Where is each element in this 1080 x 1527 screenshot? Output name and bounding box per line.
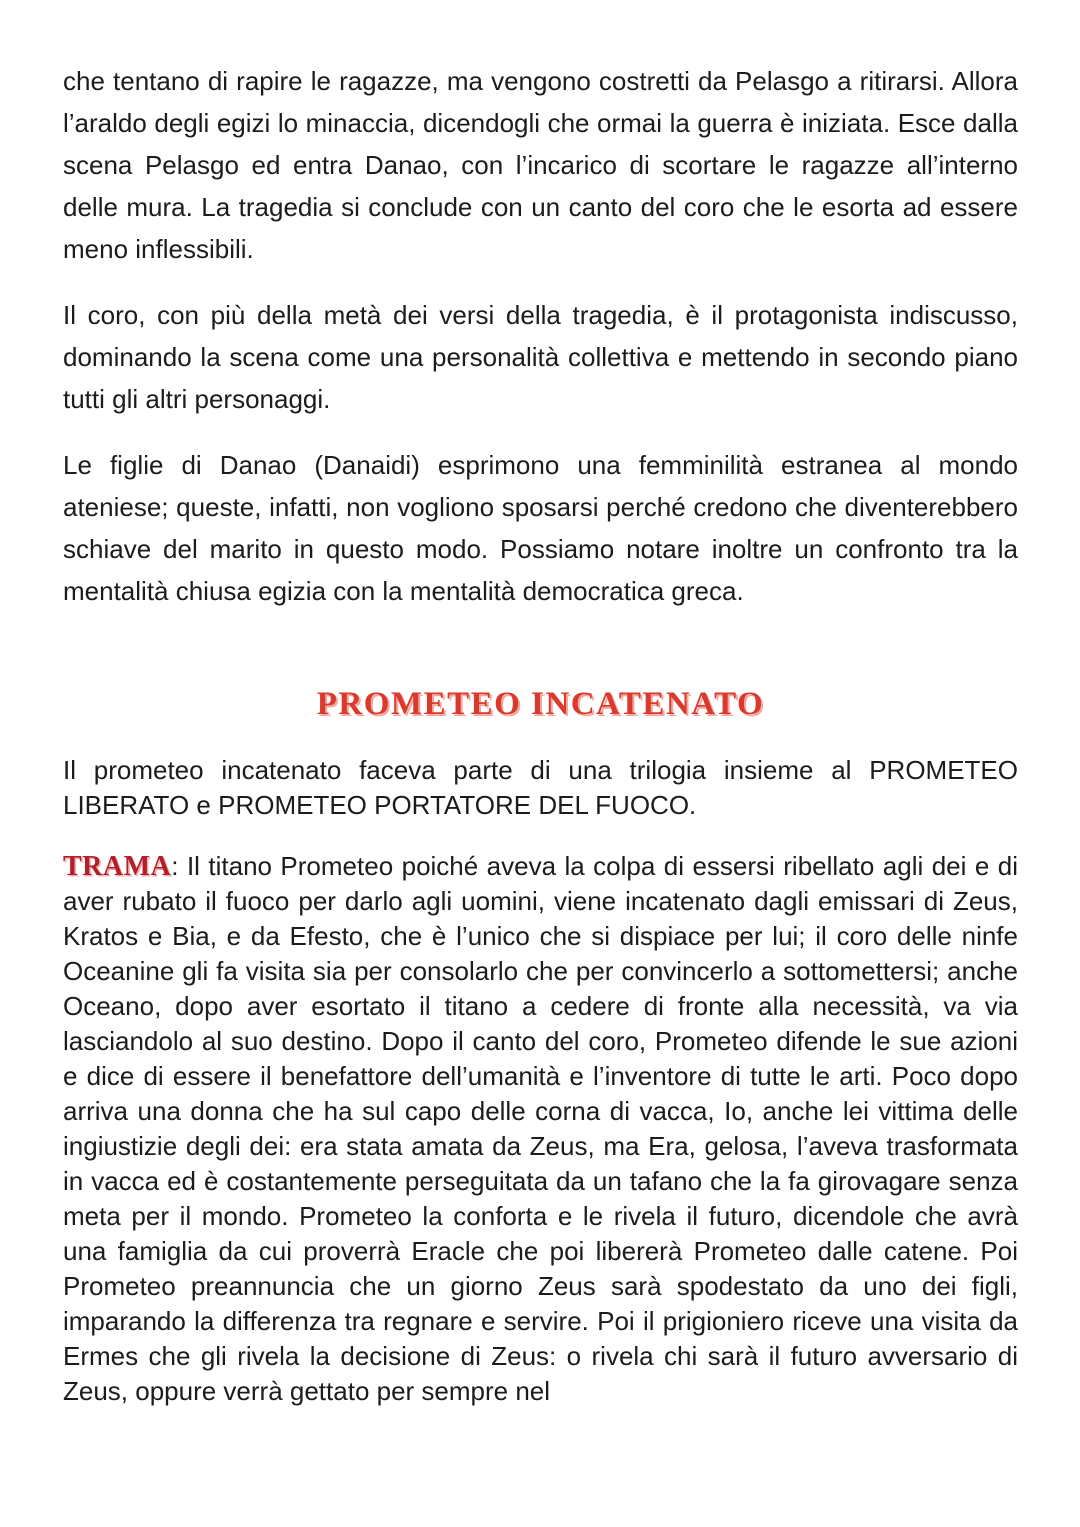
paragraph-danaids-femininity: Le figlie di Danao (Danaidi) esprimono una femminilità estranea al mondo ateniese; queste, infatti, non vogliono sposarsi perché credono che diventerebbero schiave del marito in questo modo. Possiamo notare inoltre un confronto tra la mentalità chiusa egizia con la mentalità democratica greca.: [63, 450, 1018, 606]
trama-text: Il titano Prometeo poiché aveva la colpa di essersi ribellato agli dei e di aver rubato il fuoco per darlo agli uomini, viene incatenato dagli emissari di Zeus, Kratos e Bia, e da Efesto, che è l’unico che si dispiace per lui; il coro delle ninfe Oceanine gli fa visita sia per consolarlo che per convincerlo a sottomettersi; anche Oceano, dopo aver esortato il titano a cedere di fronte alla necessità, va via lasciandolo al suo destino. Dopo il canto del coro, Prometeo difende le sue azioni e dice di essere il benefattore dell’umanità e l’inventore di tutte le arti. Poco dopo arriva una donna che ha sul capo delle corna di vacca, Io, anche lei vittima delle ingiustizie degli dei: era stata amata da Zeus, ma Era, gelosa, l’aveva trasformata in vacca ed è costantemente perseguitata da un tafano che la fa girovagare senza meta per il mondo. Prometeo la conforta e le rivela il futuro, dicendole che avrà una famiglia da cui proverrà Eracle che poi libererà Prometeo dalle catene. Poi Prometeo preannuncia che un giorno Zeus sarà spodestato da uno dei figli, imparando la differenza tra regnare e servire. Poi il prigioniero riceve una visita da Ermes che gli rivela la decisione di Zeus: o rivela chi sarà il futuro avversario di Zeus, oppure verrà gettato per sempre nel: [63, 851, 1018, 1406]
trama-label: TRAMA: [63, 851, 172, 882]
paragraph-suppliants-ending: che tentano di rapire le ragazze, ma vengono costretti da Pelasgo a ritirarsi. Allora l’araldo degli egizi lo minaccia, dicendogli che ormai la guerra è iniziata. Esce dalla scena Pelasgo ed entra Danao, con l’incarico di scortare le ragazze all’interno delle mura. La tragedia si conclude con un canto del coro che le esorta ad essere meno inflessibili.: [63, 66, 1018, 264]
section-heading-prometeo-incatenato: PROMETEO INCATENATO: [316, 686, 765, 722]
trama-separator: :: [171, 851, 187, 881]
paragraph-trilogy: Il prometeo incatenato faceva parte di una trilogia insieme al PROMETEO LIBERATO e PROMETEO PORTATORE DEL FUOCO.: [63, 755, 1018, 820]
paragraph-chorus-protagonist: Il coro, con più della metà dei versi della tragedia, è il protagonista indiscusso, dominando la scena come una personalità collettiva e mettendo in secondo piano tutti gli altri personaggi.: [63, 300, 1018, 414]
paragraph-trama: [63, 849, 1018, 1409]
